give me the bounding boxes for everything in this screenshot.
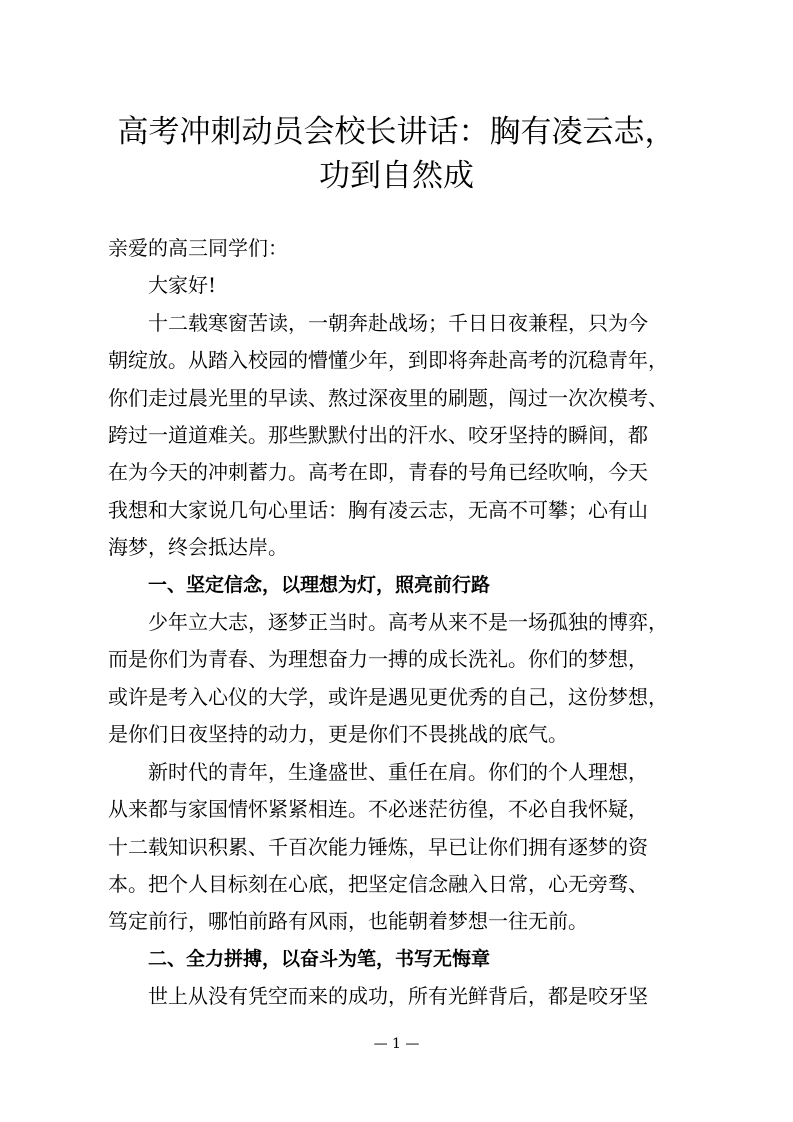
greeting: 亲爱的高三同学们： — [108, 236, 288, 260]
text-line: 世上从没有凭空而来的成功，所有光鲜背后，都是咬牙坚 — [148, 984, 648, 1009]
text-line: 朝绽放。从踏入校园的懵懂少年，到即将奔赴高考的沉稳青年， — [108, 348, 668, 373]
text-line: 我想和大家说几句心里话：胸有凌云志，无高不可攀；心有山 — [108, 497, 648, 522]
text-line: 从来都与家国情怀紧紧相连。不必迷茫彷徨，不必自我怀疑， — [108, 797, 648, 822]
text-line: 你们走过晨光里的早读、熬过深夜里的刷题，闯过一次次模考、 — [108, 385, 668, 410]
page-number: — 1 — — [373, 1036, 420, 1052]
salutation: 大家好! — [148, 273, 217, 298]
paragraph-section1-a — [108, 604, 688, 754]
text-line: 新时代的青年，生逢盛世、重任在肩。你们的个人理想， — [148, 759, 648, 784]
text-line: 是你们日夜坚持的动力，更是你们不畏挑战的底气。 — [108, 722, 568, 747]
text-line: 而是你们为青春、为理想奋力一搏的成长洗礼。你们的梦想， — [108, 647, 648, 672]
document-title — [60, 110, 733, 198]
section-heading-1: 一、坚定信念，以理想为灯，照亮前行路 — [148, 573, 491, 596]
text-line: 少年立大志，逐梦正当时。高考从来不是一场孤独的博弈， — [148, 610, 668, 635]
text-line: 海梦，终会抵达岸。 — [108, 535, 288, 560]
text-line: 跨过一道道难关。那些默默付出的汗水、咬牙坚持的瞬间，都 — [108, 423, 648, 448]
paragraph-section1-b — [108, 754, 688, 941]
text-line: 十二载知识积累、千百次能力锤炼，早已让你们拥有逐梦的资 — [108, 834, 648, 859]
text-line: 在为今天的冲刺蓄力。高考在即，青春的号角已经吹响，今天 — [108, 460, 648, 485]
document-body — [108, 230, 688, 1016]
title-line: 高考冲刺动员会校长讲话：胸有凌云志， — [117, 114, 676, 150]
text-line: 十二载寒窗苦读，一朝奔赴战场；千日日夜兼程，只为今 — [148, 310, 648, 335]
paragraph-intro — [108, 305, 688, 567]
text-line: 或许是考入心仪的大学，或许是遇见更优秀的自己，这份梦想， — [108, 684, 668, 709]
title-line: 功到自然成 — [319, 158, 474, 194]
section-heading-2: 二、全力拼搏，以奋斗为笔，书写无悔章 — [148, 947, 491, 970]
text-line: 笃定前行，哪怕前路有风雨，也能朝着梦想一往无前。 — [108, 909, 588, 934]
paragraph-section2-a — [108, 978, 688, 1015]
text-line: 本。把个人目标刻在心底，把坚定信念融入日常，心无旁骛、 — [108, 871, 648, 896]
